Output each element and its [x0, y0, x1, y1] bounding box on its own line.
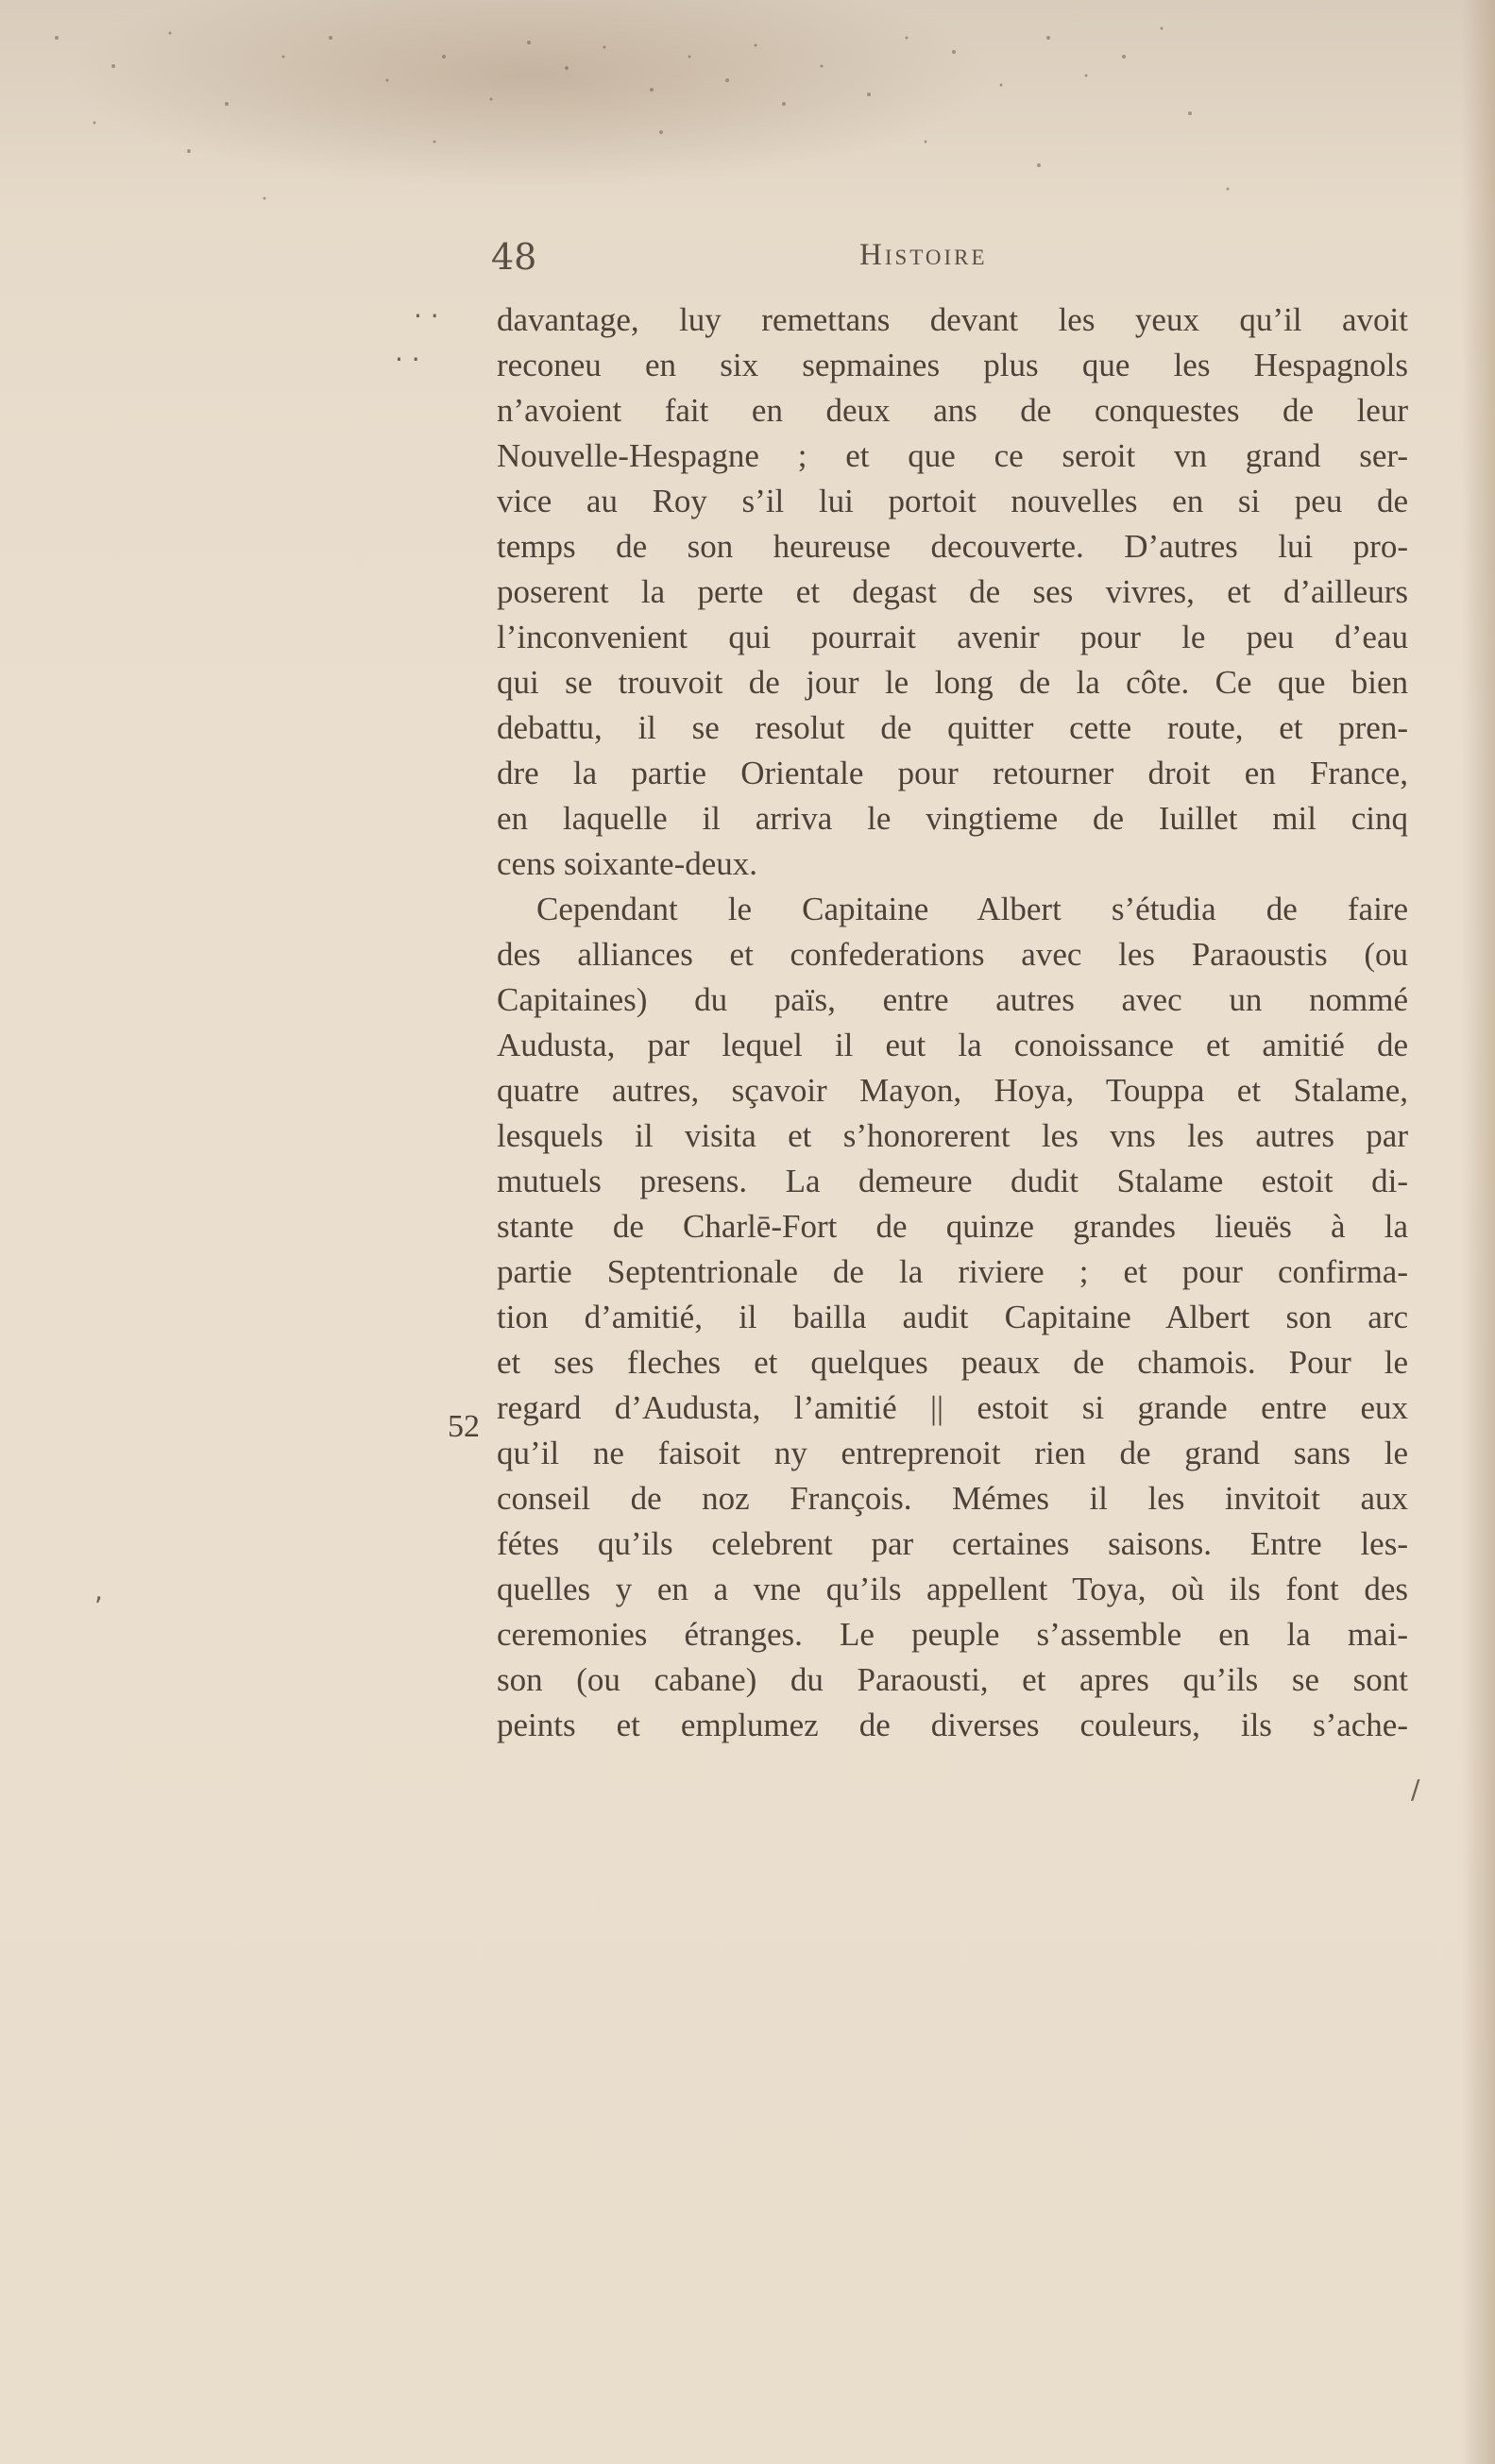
text-line: son (ou cabane) du Paraousti, et apres qu’ils se sont	[497, 1661, 1408, 1698]
page-edge-shadow	[1461, 0, 1495, 2464]
text-line: mutuels presens. La demeure dudit Stalame estoit di-	[497, 1163, 1408, 1199]
text-line: tion d’amitié, il bailla audit Capitaine Albert son arc	[497, 1299, 1408, 1335]
text-line: n’avoient fait en deux ans de conquestes de leur	[497, 392, 1408, 429]
text-line: et ses fleches et quelques peaux de chamois. Pour le	[497, 1344, 1408, 1381]
text-line: Cependant le Capitaine Albert s’étudia de faire	[536, 891, 1408, 927]
text-line: conseil de noz François. Mémes il les invitoit aux	[497, 1480, 1408, 1517]
text-line: des alliances et confederations avec les Paraoustis (ou	[497, 936, 1408, 973]
text-line: l’inconvenient qui pourrait avenir pour le peu d’eau	[497, 619, 1408, 655]
page-number: 48	[491, 236, 537, 278]
text-line: peints et emplumez de diverses couleurs, ils s’ache-	[497, 1707, 1408, 1743]
text-line: regard d’Audusta, l’amitié || estoit si grande entre eux	[497, 1389, 1408, 1426]
text-line: en laquelle il arriva le vingtieme de Iuillet mil cinq	[497, 800, 1408, 837]
text-line: partie Septentrionale de la riviere ; et pour confirma-	[497, 1253, 1408, 1290]
text-line: Capitaines) du païs, entre autres avec un nommé	[497, 981, 1408, 1018]
text-line: vice au Roy s’il lui portoit nouvelles en si peu de	[497, 483, 1408, 519]
running-title: Histoire	[859, 238, 988, 272]
foxing-stains	[0, 0, 1495, 246]
text-line: Nouvelle-Hespagne ; et que ce seroit vn grand ser-	[497, 437, 1408, 474]
text-line: qui se trouvoit de jour le long de la côte. Ce que bien	[497, 664, 1408, 701]
margin-dot-mark: · ·	[414, 300, 439, 331]
body-text	[497, 297, 1408, 1748]
text-line: poserent la perte et degast de ses vivres, et d’ailleurs	[497, 573, 1408, 610]
margin-stray-mark: /	[1411, 1774, 1420, 1805]
text-line: cens soixante-deux.	[497, 845, 758, 882]
text-line: debattu, il se resolut de quitter cette route, et pren-	[497, 709, 1408, 746]
text-line: fétes qu’ils celebrent par certaines saisons. Entre les-	[497, 1525, 1408, 1562]
text-line: quelles y en a vne qu’ils appellent Toya, où ils font des	[497, 1571, 1408, 1607]
text-line: temps de son heureuse decouverte. D’autres lui pro-	[497, 528, 1408, 565]
running-header	[491, 236, 1436, 293]
text-line: ceremonies étranges. Le peuple s’assemble en la mai-	[497, 1616, 1408, 1653]
text-line: reconeu en six sepmaines plus que les Hespagnols	[497, 347, 1408, 383]
margin-page-reference: 52	[448, 1409, 480, 1444]
text-line: stante de Charlē-Fort de quinze grandes lieuës à la	[497, 1208, 1408, 1245]
text-line: quatre autres, sçavoir Mayon, Hoya, Touppa et Stalame,	[497, 1072, 1408, 1109]
text-line: Audusta, par lequel il eut la conoissance et amitié de	[497, 1027, 1408, 1063]
text-line: qu’il ne faisoit ny entreprenoit rien de grand sans le	[497, 1435, 1408, 1471]
text-line: dre la partie Orientale pour retourner droit en France,	[497, 755, 1408, 791]
text-line: lesquels il visita et s’honorerent les vns les autres par	[497, 1117, 1408, 1154]
margin-stray-mark: ,	[94, 1575, 103, 1606]
margin-dot-mark: · ·	[395, 344, 420, 375]
text-line: davantage, luy remettans devant les yeux qu’il avoit	[497, 301, 1408, 338]
